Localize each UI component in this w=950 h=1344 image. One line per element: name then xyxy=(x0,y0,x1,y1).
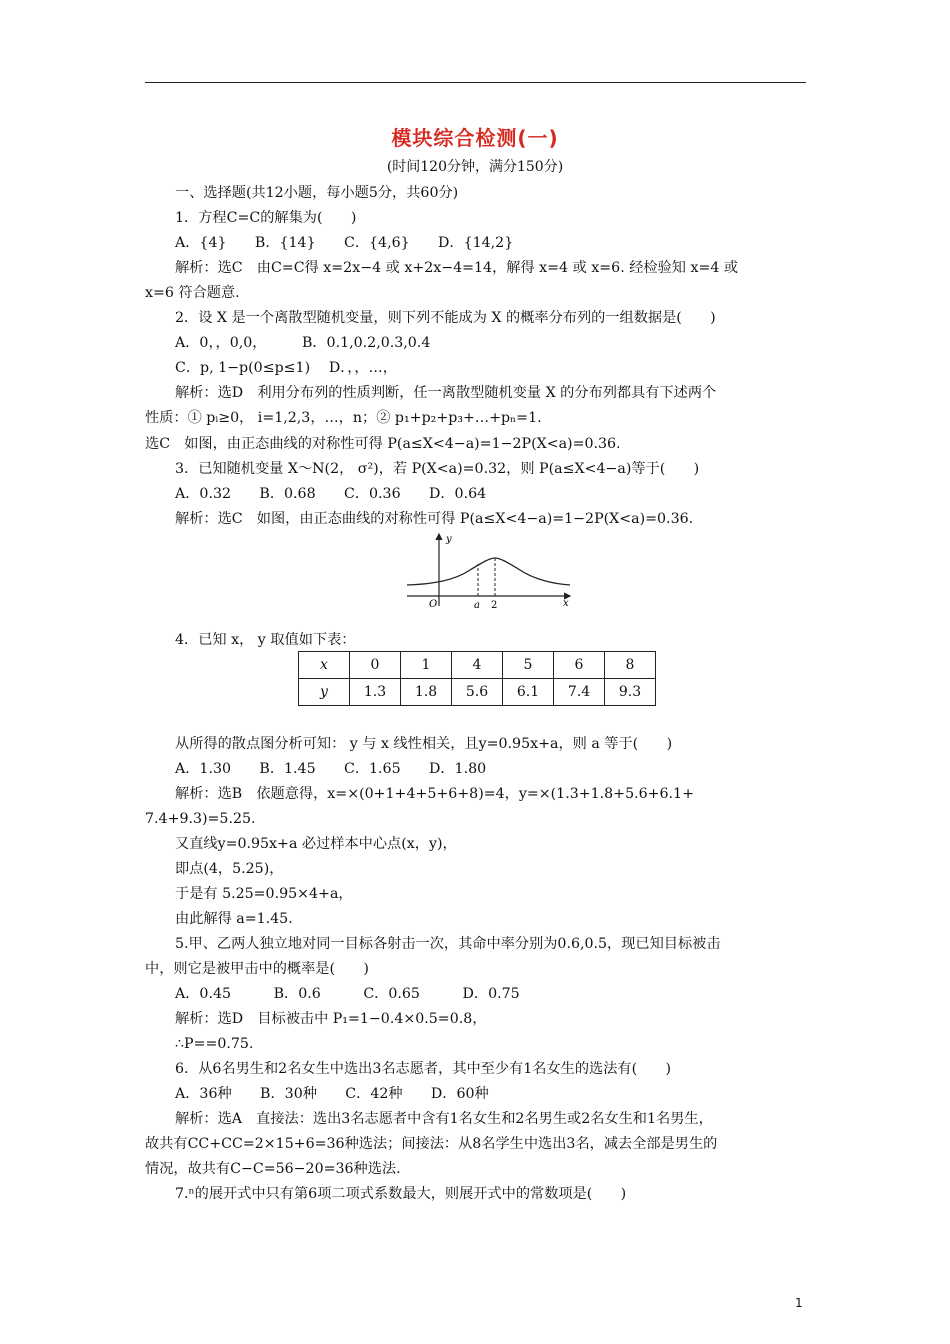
question-5-solution: 解析：选D 目标被击中 P₁=1−0.4×0.5=0.8， xyxy=(175,1011,487,1027)
section-heading: 一、选择题(共12小题，每小题5分，共60分) xyxy=(175,185,459,201)
normal-curve xyxy=(407,558,570,585)
question-5: 5.甲、乙两人独立地对同一目标各射击一次，其命中率分别为0.6,0.5，现已知目标被击 xyxy=(175,936,721,952)
question-5-options: A．0.45 B．0.6 C．0.65 D．0.75 xyxy=(175,986,520,1002)
table-cell: 5.6 xyxy=(452,679,503,706)
page-title: 模块综合检测(一) xyxy=(391,126,559,150)
table-row xyxy=(299,679,656,706)
question-7: 7.ⁿ的展开式中只有第6项二项式系数最大，则展开式中的常数项是( ) xyxy=(175,1186,627,1202)
table-cell: 6 xyxy=(554,652,605,679)
header-rule xyxy=(145,82,806,83)
table-cell: 6.1 xyxy=(503,679,554,706)
table-cell: 5 xyxy=(503,652,554,679)
question-4-solution-2: 又直线y=0.95x+a 必过样本中心点(x，y)， xyxy=(175,836,457,852)
question-4: 4．已知 x， y 取值如下表： xyxy=(175,632,356,648)
question-1-solution: 解析：选C 由C=C得 x=2x−4 或 x+2x−4=14，解得 x=4 或 x=6. 经检验知 x=4 或 xyxy=(175,260,739,276)
question-3-solution: 解析：选C 如图，由正态曲线的对称性可得 P(a≤X<4−a)=1−2P(X<a)=0.36. xyxy=(175,511,694,527)
table-cell: 9.3 xyxy=(605,679,656,706)
table-row xyxy=(299,652,656,679)
question-2-solution: 解析：选D 利用分布列的性质判断，任一离散型随机变量 X 的分布列都具有下述两个 xyxy=(175,385,717,401)
question-6-solution-3: 情况，故共有C−C=56−20=36种选法. xyxy=(145,1161,401,1177)
question-2-options-cd: C．p, 1−p(0≤p≤1) D．，，…， xyxy=(175,360,397,376)
question-3: 3．已知随机变量 X～N(2， σ²)，若 P(X<a)=0.32，则 P(a≤X<4−a)等于( ) xyxy=(175,461,700,477)
question-1-options: A．{4} B．{14} C．{4,6} D．{14,2} xyxy=(175,235,514,251)
question-3-options: A．0.32 B．0.68 C．0.36 D．0.64 xyxy=(175,486,487,502)
question-5-solution-2: ∴P==0.75. xyxy=(175,1036,254,1052)
xy-value-table xyxy=(298,651,656,706)
table-cell: 8 xyxy=(605,652,656,679)
question-1: 1．方程C=C的解集为( ) xyxy=(175,210,357,226)
table-cell: 1 xyxy=(401,652,452,679)
question-4-options: A．1.30 B．1.45 C．1.65 D．1.80 xyxy=(175,761,487,777)
a-label: a xyxy=(474,600,480,610)
table-cell: 1.8 xyxy=(401,679,452,706)
question-4-solution-5: 由此解得 a=1.45. xyxy=(175,911,293,927)
question-6-solution-2: 故共有CC+CC=2×15+6=36种选法；间接法：从8名学生中选出3名，减去全部是男生的 xyxy=(145,1136,718,1152)
table-cell: x xyxy=(299,652,350,679)
question-4-text: 从所得的散点图分析可知： y 与 x 线性相关，且y=0.95x+a，则 a 等于( ) xyxy=(175,736,673,752)
question-2-solution-cont: 性质：① pᵢ≥0， i=1,2,3，…，n；② p₁+p₂+p₃+…+pₙ=1. xyxy=(145,410,542,426)
table-cell: y xyxy=(299,679,350,706)
stray-solution-line: 选C 如图，由正态曲线的对称性可得 P(a≤X<4−a)=1−2P(X<a)=0.36. xyxy=(145,436,621,452)
table-cell: 7.4 xyxy=(554,679,605,706)
two-label: 2 xyxy=(491,600,498,610)
normal-curve-figure xyxy=(405,530,575,610)
table-cell: 1.3 xyxy=(350,679,401,706)
question-4-solution-3: 即点(4，5.25)， xyxy=(175,861,284,877)
question-6-options: A．36种 B．30种 C．42种 D．60种 xyxy=(175,1086,489,1102)
question-5-cont: 中，则它是被甲击中的概率是( ) xyxy=(145,961,369,977)
question-4-solution-cont: 7.4+9.3)=5.25. xyxy=(145,811,256,827)
origin-label: O xyxy=(429,599,438,610)
page-subtitle: (时间120分钟，满分150分) xyxy=(386,159,564,175)
x-label: x xyxy=(563,598,569,609)
table-cell: 0 xyxy=(350,652,401,679)
question-1-solution-cont: x=6 符合题意. xyxy=(145,285,240,301)
page-number: 1 xyxy=(795,1296,803,1310)
question-4-solution: 解析：选B 依题意得，x=×(0+1+4+5+6+8)=4，y=×(1.3+1.8+5.6+6.1+ xyxy=(175,786,694,802)
question-2: 2．设 X 是一个离散型随机变量，则下列不能成为 X 的概率分布列的一组数据是( ) xyxy=(175,310,716,326)
y-label: y xyxy=(446,534,452,545)
question-6-solution: 解析：选A 直接法：选出3名志愿者中含有1名女生和2名男生或2名女生和1名男生， xyxy=(175,1111,713,1127)
question-6: 6．从6名男生和2名女生中选出3名志愿者，其中至少有1名女生的选法有( ) xyxy=(175,1061,672,1077)
table-cell: 4 xyxy=(452,652,503,679)
question-4-solution-4: 于是有 5.25=0.95×4+a， xyxy=(175,886,353,902)
question-2-options-ab: A．0，，0,0， B．0.1,0.2,0.3,0.4 xyxy=(175,335,431,351)
